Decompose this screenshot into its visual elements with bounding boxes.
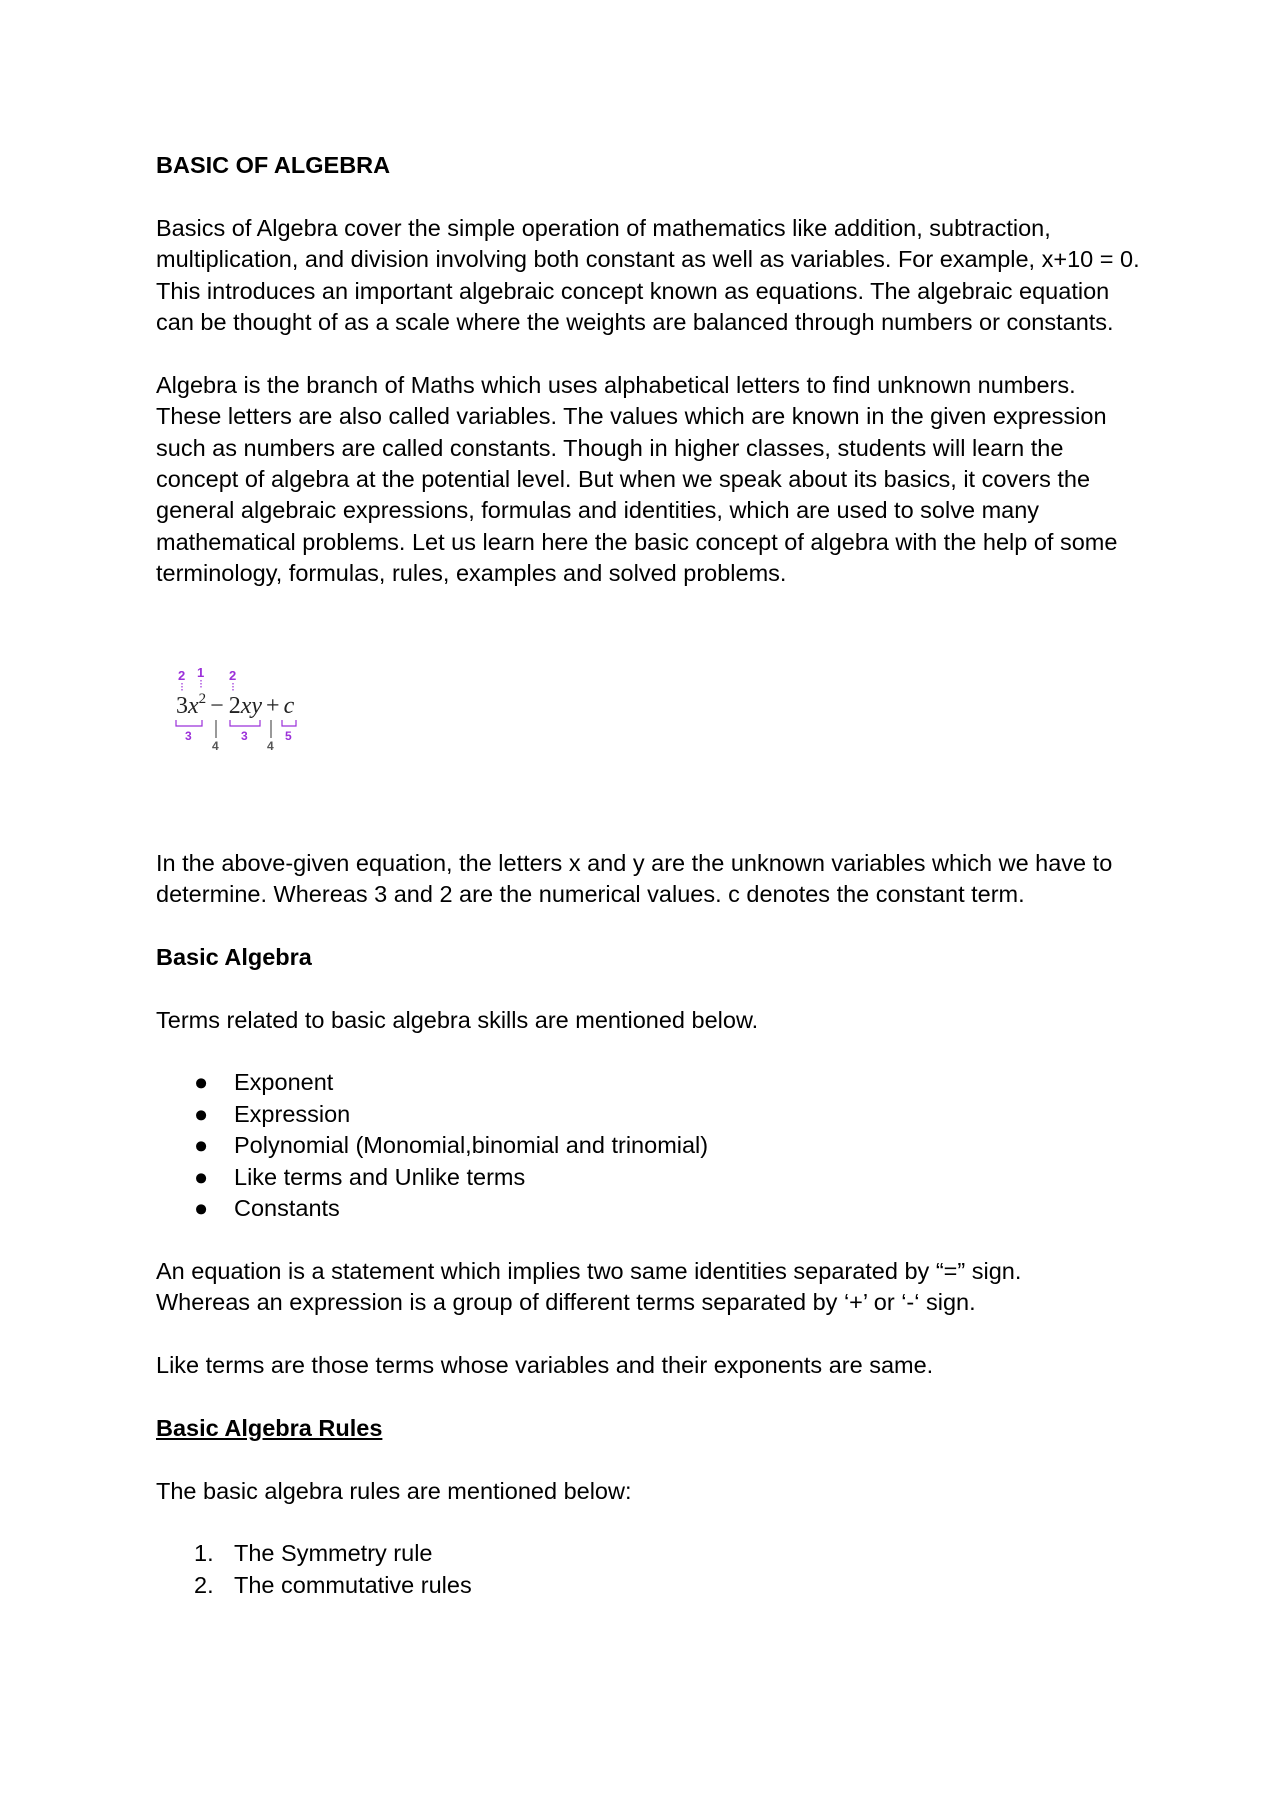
exponent-2: 2 [198, 690, 207, 707]
list-item [156, 1193, 1141, 1224]
list-number: 1. [194, 1540, 214, 1567]
coefficient-3: 3 [176, 692, 188, 719]
bottom-label: 4 [267, 738, 274, 753]
bottom-label: 4 [212, 738, 219, 753]
list-item [156, 1570, 1141, 1601]
constant-c: c [283, 692, 295, 719]
variable-xy: xy [240, 692, 263, 719]
section-heading-basic-algebra: Basic Algebra [156, 943, 312, 970]
document-title: BASIC OF ALGEBRA [156, 152, 391, 178]
terms-list [156, 1067, 1141, 1224]
list-number: 2. [194, 1571, 214, 1598]
list-item-text: Expression [234, 1100, 351, 1127]
top-label: 2 [178, 667, 186, 683]
list-item-text: Exponent [234, 1069, 334, 1096]
bullet-marker: ● [194, 1069, 209, 1096]
list-item-text: Polynomial (Monomial,binomial and trinomial) [234, 1132, 709, 1159]
expression-diagram [174, 664, 364, 774]
term-bracket [282, 720, 296, 726]
top-label: 2 [229, 667, 237, 683]
expression-definition-line: Whereas an expression is a group of different terms separated by ‘+’ or ‘-‘ sign. [156, 1289, 976, 1316]
list-item-text: Like terms and Unlike terms [234, 1163, 526, 1190]
bottom-label: 5 [285, 728, 292, 743]
intro-paragraph: Basics of Algebra cover the simple operation of mathematics like addition, subtraction, multiplication, and division involving both constant as well as variables. For example, x+10 = 0. This introduces an important algebraic concept known as equations. The algebraic equation can be thought of as a scale where the weights are balanced through numbers or constants. [156, 214, 1140, 336]
term-bracket [176, 720, 202, 726]
terms-intro-paragraph: Terms related to basic algebra skills are mentioned below. [156, 1006, 759, 1033]
list-item-text: The Symmetry rule [234, 1540, 433, 1567]
term-bracket [230, 720, 260, 726]
bottom-label: 3 [185, 728, 192, 743]
equation-definition-paragraph [156, 1256, 1141, 1319]
algebra-definition-paragraph: Algebra is the branch of Maths which uses alphabetical letters to find unknown numbers. These letters are also called variables. The values which are known in the given expression such as numbers are called constants. Though in higher classes, students will learn the concept of algebra at the potential level. But when we speak about its basics, it covers the general algebraic expressions, formulas and identities, which are used to solve many mathematical problems. Let us learn here the basic concept of algebra with the help of some terminology, formulas, rules, examples and solved problems. [156, 371, 1118, 587]
section-heading-basic-algebra-rules: Basic Algebra Rules [156, 1414, 383, 1441]
equation-definition-line: An equation is a statement which implies two same identities separated by “=” sign. [156, 1257, 1022, 1284]
like-terms-paragraph: Like terms are those terms whose variables and their exponents are same. [156, 1352, 934, 1379]
bullet-marker: ● [194, 1132, 209, 1159]
variable-x: x [188, 692, 199, 719]
plus-operator: + [266, 692, 280, 719]
bullet-marker: ● [194, 1195, 209, 1222]
minus-operator: − [210, 692, 224, 719]
list-item [156, 1130, 1141, 1161]
list-item-text: The commutative rules [234, 1571, 472, 1598]
document-body [156, 150, 1141, 1633]
bullet-marker: ● [194, 1163, 209, 1190]
list-item [156, 1067, 1141, 1098]
algebraic-expression [176, 691, 295, 719]
rules-list [156, 1538, 1141, 1601]
top-label: 1 [197, 664, 205, 680]
rules-intro-paragraph: The basic algebra rules are mentioned below: [156, 1477, 632, 1504]
coefficient-2: 2 [228, 692, 241, 719]
list-item [156, 1099, 1141, 1130]
bullet-marker: ● [194, 1100, 209, 1127]
bottom-label: 3 [241, 728, 248, 743]
expression-figure [174, 664, 364, 774]
list-item [156, 1162, 1141, 1193]
list-item-text: Constants [234, 1195, 340, 1222]
variables-explanation-paragraph: In the above-given equation, the letters x and y are the unknown variables which we have to determine. Whereas 3 and 2 are the numerical values. c denotes the constant term. [156, 849, 1113, 908]
list-item [156, 1538, 1141, 1569]
